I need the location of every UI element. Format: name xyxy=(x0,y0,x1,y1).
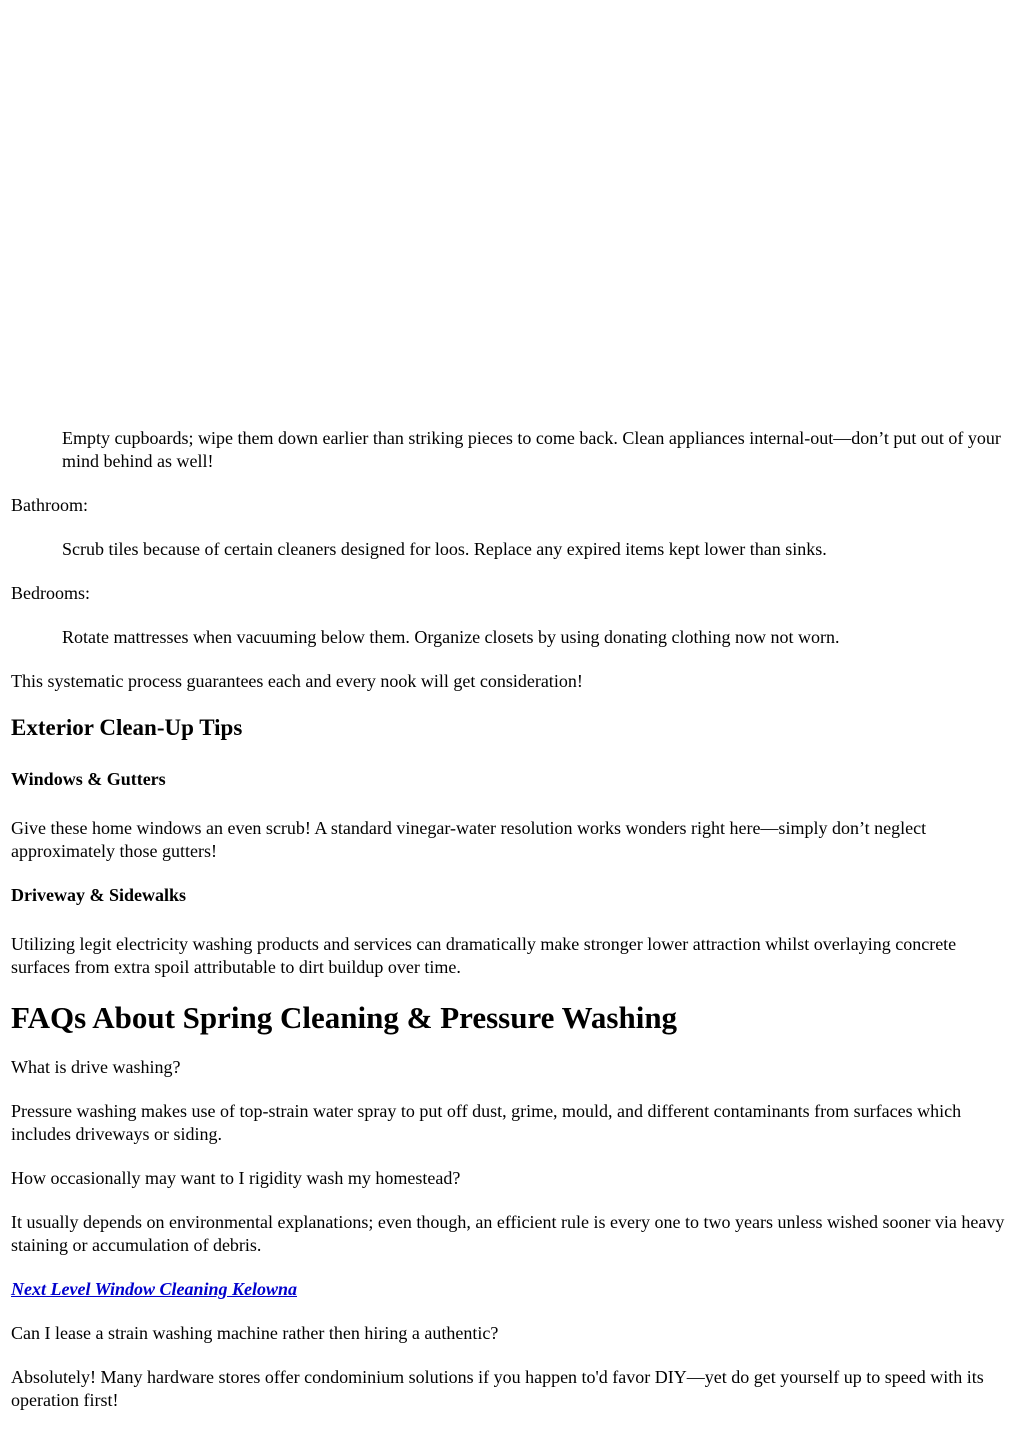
driveway-text: Utilizing legit electricity washing products and services can dramatically make stronger lower attraction whilst overlaying concrete surfaces from extra spoil attributable to dirt buildup over time. xyxy=(11,934,957,977)
windows-text: Give these home windows an even scrub! A standard vinegar-water resolution works wonders right here—simply don’t neglect approximately those gutters! xyxy=(11,818,927,861)
windows-heading: Windows & Gutters xyxy=(11,769,166,789)
bathroom-label: Bathroom: xyxy=(11,495,88,515)
next-level-link[interactable]: Next Level Window Cleaning Kelowna xyxy=(11,1279,298,1299)
faq-question-1: What is drive washing? xyxy=(11,1057,181,1077)
driveway-heading: Driveway & Sidewalks xyxy=(11,885,186,905)
blank-area xyxy=(11,0,1011,427)
bedrooms-label: Bedrooms: xyxy=(11,583,90,603)
faq-question-2: How occasionally may want to I rigidity wash my homestead? xyxy=(11,1168,461,1188)
kitchen-text: Empty cupboards; wipe them down earlier than striking pieces to come back. Clean appliances internal-out—don’t put out of your mind behind as well! xyxy=(62,428,1001,471)
document-page xyxy=(11,0,1011,1433)
faq-question-3: Can I lease a strain washing machine rather then hiring a authentic? xyxy=(11,1323,499,1343)
exterior-heading: Exterior Clean-Up Tips xyxy=(11,715,243,740)
faq-heading: FAQs About Spring Cleaning & Pressure Washing xyxy=(11,1000,678,1035)
bathroom-text: Scrub tiles because of certain cleaners designed for loos. Replace any expired items kept lower than sinks. xyxy=(62,539,827,559)
faq-answer-3: Absolutely! Many hardware stores offer condominium solutions if you happen to'd favor DIY—yet do get yourself up to speed with its operation first! xyxy=(11,1367,984,1410)
link-paragraph xyxy=(11,1278,1011,1301)
bedrooms-text: Rotate mattresses when vacuuming below them. Organize closets by using donating clothing now not worn. xyxy=(62,627,840,647)
faq-answer-2: It usually depends on environmental explanations; even though, an efficient rule is every one to two years unless wished sooner via heavy staining or accumulation of debris. xyxy=(11,1212,1005,1255)
faq-answer-1: Pressure washing makes use of top-strain water spray to put off dust, grime, mould, and different contaminants from surfaces which includes driveways or siding. xyxy=(11,1101,962,1144)
summary-text: This systematic process guarantees each and every nook will get consideration! xyxy=(11,671,583,691)
